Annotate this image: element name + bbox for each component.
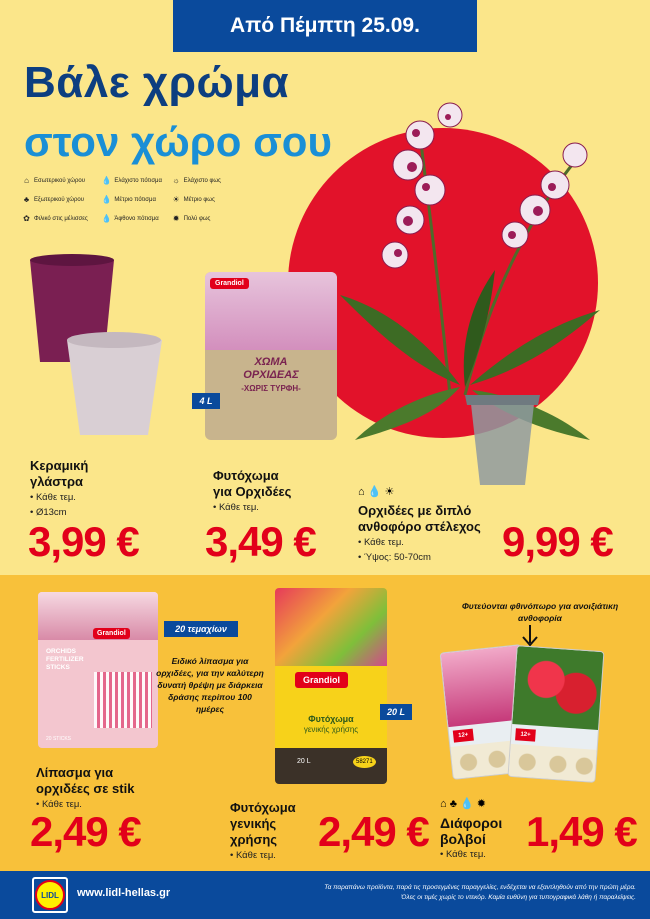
- legend-item: [102, 195, 171, 204]
- legend-item: [22, 214, 102, 223]
- product-fertilizer: [36, 765, 134, 812]
- volume-tag: 4 L: [192, 393, 220, 409]
- headline-line1: Βάλε χρώμα: [24, 58, 290, 107]
- disclaimer: [266, 883, 636, 903]
- price-orchid: 9,99 €: [502, 518, 613, 565]
- product-name: Διάφοροι: [440, 815, 503, 831]
- product-name: γενικής: [230, 816, 277, 831]
- pack-line1: ORCHIDS: [46, 648, 76, 655]
- brand-label: Grandiol: [93, 628, 130, 639]
- count-tag: 20 τεμαχίων: [164, 621, 238, 637]
- orchid-plant-image: [300, 95, 645, 490]
- legend-item: [22, 176, 102, 185]
- bulbs-window: [508, 744, 598, 783]
- product-detail: • Κάθε τεμ.: [358, 537, 404, 548]
- product-name: Ορχιδέες με διπλό: [358, 503, 472, 518]
- indoor-icon: ⌂: [358, 486, 365, 498]
- product-name: Φυτόχωμα: [230, 800, 296, 815]
- bag-line2: ΟΡΧΙΔΕΑΣ: [243, 369, 299, 381]
- banner-text: Από Πέμπτη 25.09.: [230, 14, 420, 37]
- brand-label: Grandiol: [210, 278, 249, 289]
- date-banner: [173, 0, 477, 52]
- product-name: ανθοφόρο στέλεχος: [358, 519, 481, 534]
- website-link[interactable]: www.lidl-hellas.gr: [77, 887, 171, 899]
- outdoor-icon: ♣: [449, 798, 457, 810]
- product-name: Φυτόχωμα: [213, 468, 279, 483]
- sun-icon: ☼: [172, 176, 180, 185]
- legend-item: [102, 214, 171, 223]
- bag-small-volume: 20 L: [297, 758, 311, 765]
- sun-icon: ☀: [384, 486, 395, 498]
- legend-label: Μέτριο φως: [183, 196, 215, 203]
- pack-count-badge: 12+: [515, 728, 536, 741]
- fertilizer-pack: [38, 592, 158, 748]
- product-name: ορχιδέες σε stik: [36, 781, 135, 796]
- legend-label: Φιλικό στις μέλισσες: [34, 215, 88, 222]
- legend-item: [172, 195, 252, 204]
- volume-tag: 20 L: [380, 704, 412, 720]
- product-general-soil: [230, 800, 296, 863]
- product-name: γλάστρα: [30, 474, 84, 489]
- product-name: χρήσης: [230, 832, 278, 847]
- fertilizer-sticks: [94, 672, 152, 728]
- product-ceramic-pot: [30, 458, 88, 520]
- water-drop-icon: 💧: [460, 798, 474, 810]
- product-detail: • Κάθε τεμ.: [230, 850, 276, 861]
- legend-label: Ελάχιστο φως: [183, 177, 221, 184]
- product-name: Λίπασμα για: [36, 765, 114, 780]
- outdoor-icon: ♣: [23, 195, 30, 204]
- logo-text: LIDL: [35, 880, 65, 910]
- ceramic-pots-image: [22, 252, 162, 442]
- water-drop-icon: 💧: [367, 486, 382, 498]
- pack-count: 20 STICKS: [46, 736, 72, 742]
- bag-code: 58271: [353, 756, 376, 768]
- headline-line2: στον χώρο σου: [24, 118, 332, 165]
- tulip-bulb-pack: [508, 645, 605, 783]
- brand-label: Grandiol: [295, 672, 348, 688]
- general-soil-bag: [275, 588, 387, 784]
- sun-icon: ✹: [172, 214, 180, 223]
- care-legend: [22, 176, 252, 233]
- price-fertilizer: 2,49 €: [30, 808, 141, 855]
- product-name: βολβοί: [440, 831, 486, 847]
- product-detail: • Κάθε τεμ.: [440, 849, 486, 860]
- footer: [0, 871, 650, 919]
- product-name: για Ορχιδέες: [213, 484, 292, 499]
- product-orchid: [358, 503, 481, 565]
- care-icons: [358, 485, 394, 498]
- bag-line3: -ΧΩΡΙΣ ΤΥΡΦΗ-: [241, 384, 301, 393]
- water-drop-icon: 💧: [101, 195, 112, 204]
- product-detail: • Ύψος: 50-70cm: [358, 552, 431, 563]
- water-drop-icon: 💧: [101, 176, 112, 185]
- lidl-logo[interactable]: [32, 877, 68, 913]
- tulip-photo: [512, 646, 604, 730]
- product-detail: • Ø13cm: [30, 507, 67, 518]
- bag-line1: Φυτόχωμα: [308, 714, 354, 724]
- flowers-photo: [275, 588, 387, 666]
- sun-icon: ☀: [172, 195, 180, 204]
- bee-icon: ✿: [23, 214, 30, 223]
- price-ceramic-pot: 3,99 €: [28, 518, 139, 565]
- price-general-soil: 2,49 €: [318, 808, 429, 855]
- bag-line1: ΧΩΜΑ: [254, 356, 288, 368]
- sun-icon: ✹: [476, 798, 486, 810]
- legend-label: Πολύ φως: [183, 215, 211, 222]
- indoor-icon: ⌂: [24, 176, 29, 185]
- pack-line3: STICKS: [46, 664, 70, 671]
- legend-label: Εξωτερικού χώρου: [34, 196, 84, 203]
- price-bulbs: 1,49 €: [526, 808, 637, 855]
- indoor-icon: ⌂: [440, 798, 447, 810]
- disclaimer-line1: Τα παραπάνω προϊόντα, παρά τις προσεγμένες παραγγελίες, ενδέχεται να εξαντληθούν από την πρώτη μέρα.: [324, 884, 636, 891]
- bulbs-note: Φυτεύονται φθινόπωρο για ανοιξιάτικη ανθοφορία: [461, 601, 619, 623]
- price-orchid-soil: 3,49 €: [205, 518, 316, 565]
- orchid-soil-bag: [205, 272, 337, 440]
- bag-line2: γενικής χρήσης: [303, 725, 359, 734]
- pack-line2: FERTILIZER: [46, 656, 84, 663]
- legend-item: [172, 214, 252, 223]
- water-drop-icon: 💧: [101, 214, 112, 223]
- legend-item: [172, 176, 252, 185]
- product-detail: • Κάθε τεμ.: [36, 799, 82, 810]
- product-orchid-soil: [213, 468, 291, 515]
- pack-count-badge: 12+: [453, 729, 474, 743]
- disclaimer-line2: Όλες οι τιμές χωρίς το ντεκόρ. Καμία ευθύνη για τυπογραφικά λάθη ή παραλείψεις.: [401, 894, 636, 901]
- legend-label: Ελάχιστο πότισμα: [114, 177, 162, 184]
- fertilizer-note: Ειδικό λίπασμα για ορχιδέες, για την καλύτερη δυνατή θρέψη με διάρκεια δράσης περίπου 100 ημέρες: [156, 656, 264, 714]
- product-detail: • Κάθε τεμ.: [30, 492, 76, 503]
- legend-label: Εσωτερικού χώρου: [34, 177, 86, 184]
- product-detail: • Κάθε τεμ.: [213, 502, 259, 513]
- legend-label: Μέτριο πότισμα: [114, 196, 156, 203]
- care-icons: [440, 797, 486, 810]
- legend-item: [102, 176, 171, 185]
- legend-label: Άφθονο πότισμα: [114, 215, 159, 222]
- product-name: Κεραμική: [30, 458, 89, 473]
- legend-item: [22, 195, 102, 204]
- product-bulbs: [440, 815, 502, 862]
